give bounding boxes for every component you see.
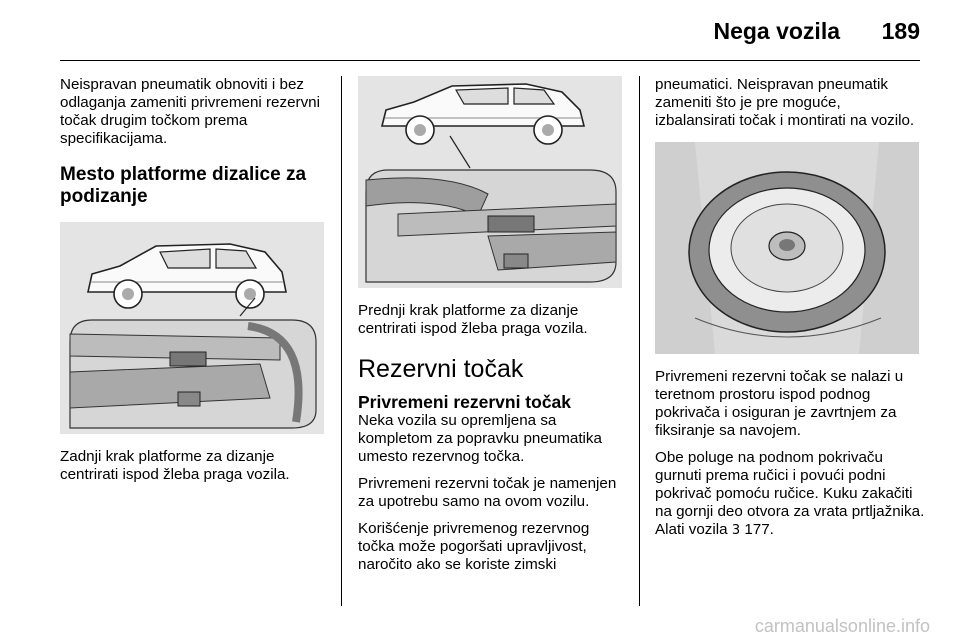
- continuation-paragraph: pneumatici. Neispravan pneumatik zameniti što je pre moguće, izbalansirati točak i montirati na vozilo.: [655, 76, 915, 129]
- removal-paragraph: [655, 449, 925, 540]
- column-left: [60, 76, 326, 493]
- removal-text: Obe poluge na podnom pokrivaču gurnuti prema ručici i povući podni pokrivač pomoću ručice. Kuku zakačiti na gornji deo otvora za vrata prtljažnika. Alati vozila: [655, 449, 925, 538]
- spare-paragraph-1: Neka vozila su opremljena sa kompletom za popravku pneumatika umesto rezervnog točka.: [358, 412, 602, 465]
- jack-position-heading: Mesto platforme dizalice za podizanje: [60, 164, 307, 207]
- watermark-text: carmanualsonline.info: [754, 616, 930, 636]
- spare-wheel-heading: Rezervni točak: [358, 355, 524, 383]
- page-number: 189: [881, 18, 920, 44]
- column-middle: [358, 76, 624, 583]
- reference-page[interactable]: 177.: [744, 521, 774, 538]
- spare-paragraph-3: Korišćenje privremenog rezervnog točka može pogoršati upravljivost, naročito ako se koriste zimski: [358, 520, 590, 573]
- reference-symbol: 3: [731, 523, 741, 538]
- temporary-spare-heading: Privremeni rezervni točak: [358, 392, 572, 412]
- column-divider: [639, 76, 640, 606]
- front-jack-caption: Prednji krak platforme za dizanje centrirati ispod žleba praga vozila.: [358, 302, 588, 337]
- spare-wheel-compartment-illustration: [655, 142, 919, 354]
- column-divider: [341, 76, 342, 606]
- location-paragraph: Privremeni rezervni točak se nalazi u teretnom prostoru ispod podnog pokrivača i osiguran je zavrtnjem za fiksiranje sa navojem.: [655, 368, 904, 439]
- column-right: [655, 76, 925, 549]
- header-rule: [60, 60, 920, 61]
- rear-jack-illustration: [60, 222, 324, 434]
- chapter-title: Nega vozila: [713, 18, 840, 44]
- front-jack-illustration: [358, 76, 622, 288]
- spare-paragraph-2: Privremeni rezervni točak je namenjen za upotrebu samo na ovom vozilu.: [358, 475, 617, 510]
- intro-paragraph: Neispravan pneumatik obnoviti i bez odlaganja zameniti privremeni rezervni točak drugim točkom prema specifikacijama.: [60, 76, 320, 147]
- rear-jack-caption: Zadnji krak platforme za dizanje centrirati ispod žleba praga vozila.: [60, 448, 290, 483]
